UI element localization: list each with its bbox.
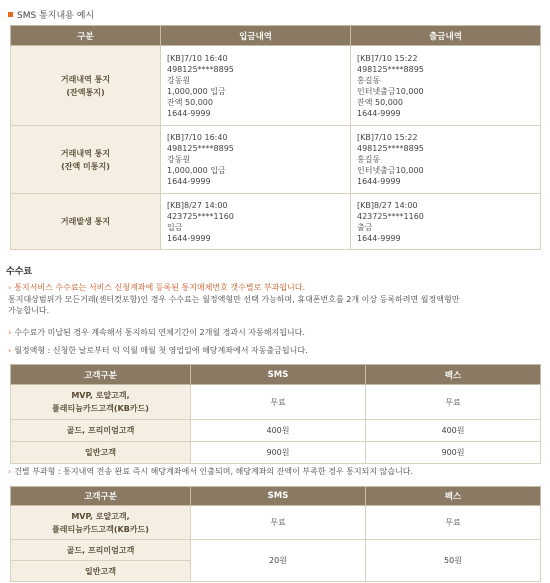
deposit-message: [KB]7/10 16:40 498125****8895 강동원 1,000,000 입금 잔액 50,000 1644-9999: [161, 46, 351, 126]
table-row: [11, 194, 541, 250]
header-sms: SMS: [191, 365, 366, 385]
table-row: [11, 126, 541, 194]
deposit-message: [KB]8/27 14:00 423725****1160 입금 1644-9999: [161, 194, 351, 250]
row-label: 거래발생 통지: [11, 194, 161, 250]
fee-note-1-detail: 통지대상범위가 모든거래(센터컷포함)인 경우 수수료는 월정액형만 선택 가능하며, 휴대폰번호를 2개 이상 등록하려면 월정액형만 가능합니다.: [8, 295, 460, 315]
row-label: 거래내역 통지 (잔액통지): [11, 46, 161, 126]
merged-sms-fee: 20원: [191, 540, 366, 582]
fee-section-title: 수수료: [6, 267, 33, 277]
header-fax: 팩스: [366, 365, 541, 385]
bullet-icon: [8, 12, 13, 17]
fee-note-3: › 월정액형 : 신청한 날로부터 익 익월 매월 첫 영업일에 해당계좌에서 자동출금됩니다.: [8, 346, 308, 355]
header-fax: 팩스: [366, 487, 541, 506]
bullet-icon: ›: [8, 346, 12, 355]
fee-note-4: › 건별 부과형 : 통지내역 전송 완료 즉시 해당계좌에서 인출되며, 해당계좌의 잔액이 부족한 경우 통지되지 않습니다.: [8, 467, 414, 476]
bullet-icon: ›: [8, 467, 12, 476]
header-sms: SMS: [191, 487, 366, 506]
header-customer-type: 고객구분: [11, 487, 191, 506]
table-row: [11, 46, 541, 126]
withdraw-message: [KB]8/27 14:00 423725****1160 출금 1644-9999: [351, 194, 541, 250]
fee-note-2: › 수수료가 미납된 경우 계속해서 통지하되 연체기간이 2개월 경과시 자동해지됩니다.: [8, 328, 305, 337]
table-row: MVP, 로얄고객, 플래티늄카드고객(KB카드) 무료 무료: [11, 385, 541, 420]
per-transaction-fee-table: [10, 486, 541, 582]
bullet-icon: ›: [8, 328, 12, 337]
table-row: 골드, 프리미엄고객 20원 50원: [11, 540, 541, 561]
merged-fax-fee: 50원: [366, 540, 541, 582]
header-deposit: 입금내역: [161, 26, 351, 46]
fee-note-1: › 통지서비스 수수료는 서비스 신청계좌에 등록된 통지매체번호 갯수별로 부과됩니다.: [8, 283, 306, 292]
row-label: 거래내역 통지 (잔액 미통지): [11, 126, 161, 194]
section-title: SMS 통지내용 예시: [8, 8, 94, 21]
table-row: 일반고객: [11, 561, 541, 582]
bullet-icon: ›: [8, 283, 12, 292]
table-row: MVP, 로얄고객, 플래티늄카드고객(KB카드) 무료 무료: [11, 506, 541, 540]
withdraw-message: [KB]7/10 15:22 498125****8895 홍길동 인터넷출금10,000 1644-9999: [351, 126, 541, 194]
deposit-message: [KB]7/10 16:40 498125****8895 강동원 1,000,000 입금 1644-9999: [161, 126, 351, 194]
sms-example-table: [10, 25, 541, 250]
table-row: 골드, 프리미엄고객 400원 400원: [11, 420, 541, 442]
table-row: 일반고객 900원 900원: [11, 442, 541, 464]
header-category: 구분: [11, 26, 161, 46]
header-customer-type: 고객구분: [11, 365, 191, 385]
header-withdraw: 출금내역: [351, 26, 541, 46]
withdraw-message: [KB]7/10 15:22 498125****8895 홍길동 인터넷출금10,000 잔액 50,000 1644-9999: [351, 46, 541, 126]
monthly-fee-table: [10, 364, 541, 464]
